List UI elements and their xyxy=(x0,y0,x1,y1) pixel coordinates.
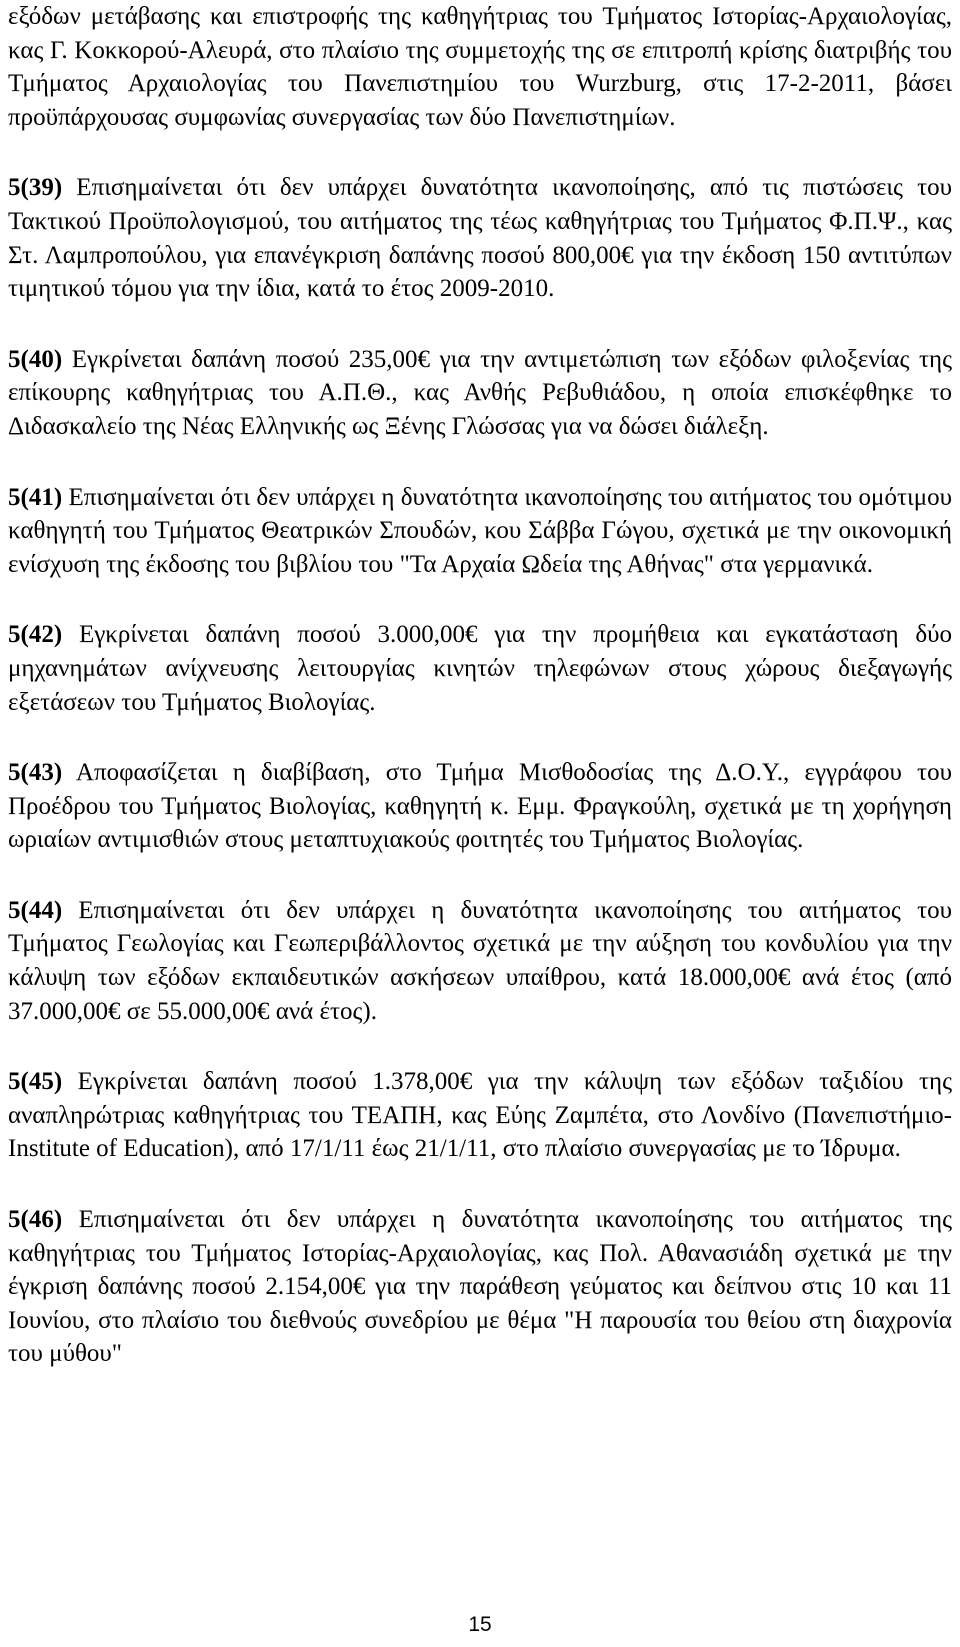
decision-number: 5(42) xyxy=(8,621,63,649)
decision-text: Επισημαίνεται ότι δεν υπάρχει η δυνατότητα ικανοποίησης του αιτήματος του ομότιμου καθηγητή του Τμήματος Θεατρικών Σπουδών, κου Σάββα Γώγου, σχετικά με την οικονομική ενίσχυση της έκδοσης του βιβλίου του "Τα Αρχαία Ωδεία της Αθήνας" στα γερμανικά. xyxy=(8,483,953,578)
decision-paragraph xyxy=(8,171,952,305)
decision-paragraph xyxy=(8,481,952,582)
decision-text: Επισημαίνεται ότι δεν υπάρχει η δυνατότητα ικανοποίησης του αιτήματος του Τμήματος Γεωλογίας και Γεωπεριβάλλοντος σχετικά με την αύξηση του κονδυλίου για την κάλυψη των εξόδων εκπαιδευτικών ασκήσεων υπαίθρου, κατά 18.000,00€ ανά έτος (από 37.000,00€ σε 55.000,00€ ανά έτος). xyxy=(8,896,952,1025)
decision-number: 5(41) xyxy=(8,483,63,511)
decision-text: Επισημαίνεται ότι δεν υπάρχει δυνατότητα ικανοποίησης, από τις πιστώσεις του Τακτικού Προϋπολογισμού, του αιτήματος της τέως καθηγήτριας του Τμήματος Φ.Π.Ψ., κας Στ. Λαμπροπούλου, για επανέγκριση δαπάνης ποσού 800,00€ για την έκδοση 150 αντιτύπων τιμητικού τόμου για την ίδια, κατά το έτος 2009-2010. xyxy=(8,174,953,303)
decision-paragraph xyxy=(8,756,952,857)
decision-number: 5(44) xyxy=(8,896,63,924)
decision-number: 5(45) xyxy=(8,1068,63,1096)
decision-text: Αποφασίζεται η διαβίβαση, στο Τμήμα Μισθοδοσίας της Δ.Ο.Υ., εγγράφου του Προέδρου του Τμήματος Βιολογίας, καθηγητή κ. Εμμ. Φραγκούλη, σχετικά με τη χορήγηση ωριαίων αντιμισθιών στους μεταπτυχιακούς φοιτητές του Τμήματος Βιολογίας. xyxy=(8,759,952,854)
document-page xyxy=(8,0,952,1371)
decision-paragraph xyxy=(8,618,952,719)
decision-text: Εγκρίνεται δαπάνη ποσού 235,00€ για την αντιμετώπιση των εξόδων φιλοξενίας της επίκουρης καθηγήτριας του Α.Π.Θ., κας Ανθής Ρεβυθιάδου, η οποία επισκέφθηκε το Διδασκαλείο της Νέας Ελληνικής ως Ξένης Γλώσσας για να δώσει διάλεξη. xyxy=(8,345,953,440)
decision-number: 5(40) xyxy=(8,345,63,373)
page-number: 15 xyxy=(468,1613,492,1636)
intro-text: εξόδων μετάβασης και επιστροφής της καθηγήτριας του Τμήματος Ιστορίας-Αρχαιολογίας, κας Γ. Κοκκορού-Αλευρά, στο πλαίσιο της συμμετοχής της σε επιτροπή κρίσης διατριβής του Τμήματος Αρχαιολογίας του Πανεπιστημίου του Wurzburg, στις 17-2-2011, βάσει προϋπάρχουσας συμφωνίας συνεργασίας των δύο Πανεπιστημίων. xyxy=(8,3,952,131)
decision-text: Εγκρίνεται δαπάνη ποσού 1.378,00€ για την κάλυψη των εξόδων ταξιδίου της αναπληρώτριας καθηγήτριας του ΤΕΑΠΗ, κας Εύης Ζαμπέτα, στο Λονδίνο (Πανεπιστήμιο-Institute of Education), από 17/1/11 έως 21/1/11, στο πλαίσιο συνεργασίας με το Ίδρυμα. xyxy=(8,1068,953,1163)
decision-number: 5(43) xyxy=(8,759,63,787)
decision-text: Εγκρίνεται δαπάνη ποσού 3.000,00€ για την προμήθεια και εγκατάσταση δύο μηχανημάτων ανίχνευσης λειτουργίας κινητών τηλεφώνων στους χώρους διεξαγωγής εξετάσεων του Τμήματος Βιολογίας. xyxy=(8,621,953,716)
decision-number: 5(46) xyxy=(8,1206,63,1234)
decision-number: 5(39) xyxy=(8,174,63,202)
decision-paragraph xyxy=(8,1065,952,1166)
decision-paragraph xyxy=(8,894,952,1028)
decision-text: Επισημαίνεται ότι δεν υπάρχει η δυνατότητα ικανοποίησης του αιτήματος της καθηγήτριας του Τμήματος Ιστορίας-Αρχαιολογίας, κας Πολ. Αθανασιάδη σχετικά με την έγκριση δαπάνης ποσού 2.154,00€ για την παράθεση γεύματος και δείπνου στις 10 και 11 Ιουνίου, στο πλαίσιο του διεθνούς συνεδρίου με θέμα "Η παρουσία του θείου στη διαχρονία του μύθου" xyxy=(8,1206,952,1368)
decision-paragraph xyxy=(8,343,952,444)
decision-paragraph xyxy=(8,1203,952,1371)
intro-paragraph xyxy=(8,0,952,134)
